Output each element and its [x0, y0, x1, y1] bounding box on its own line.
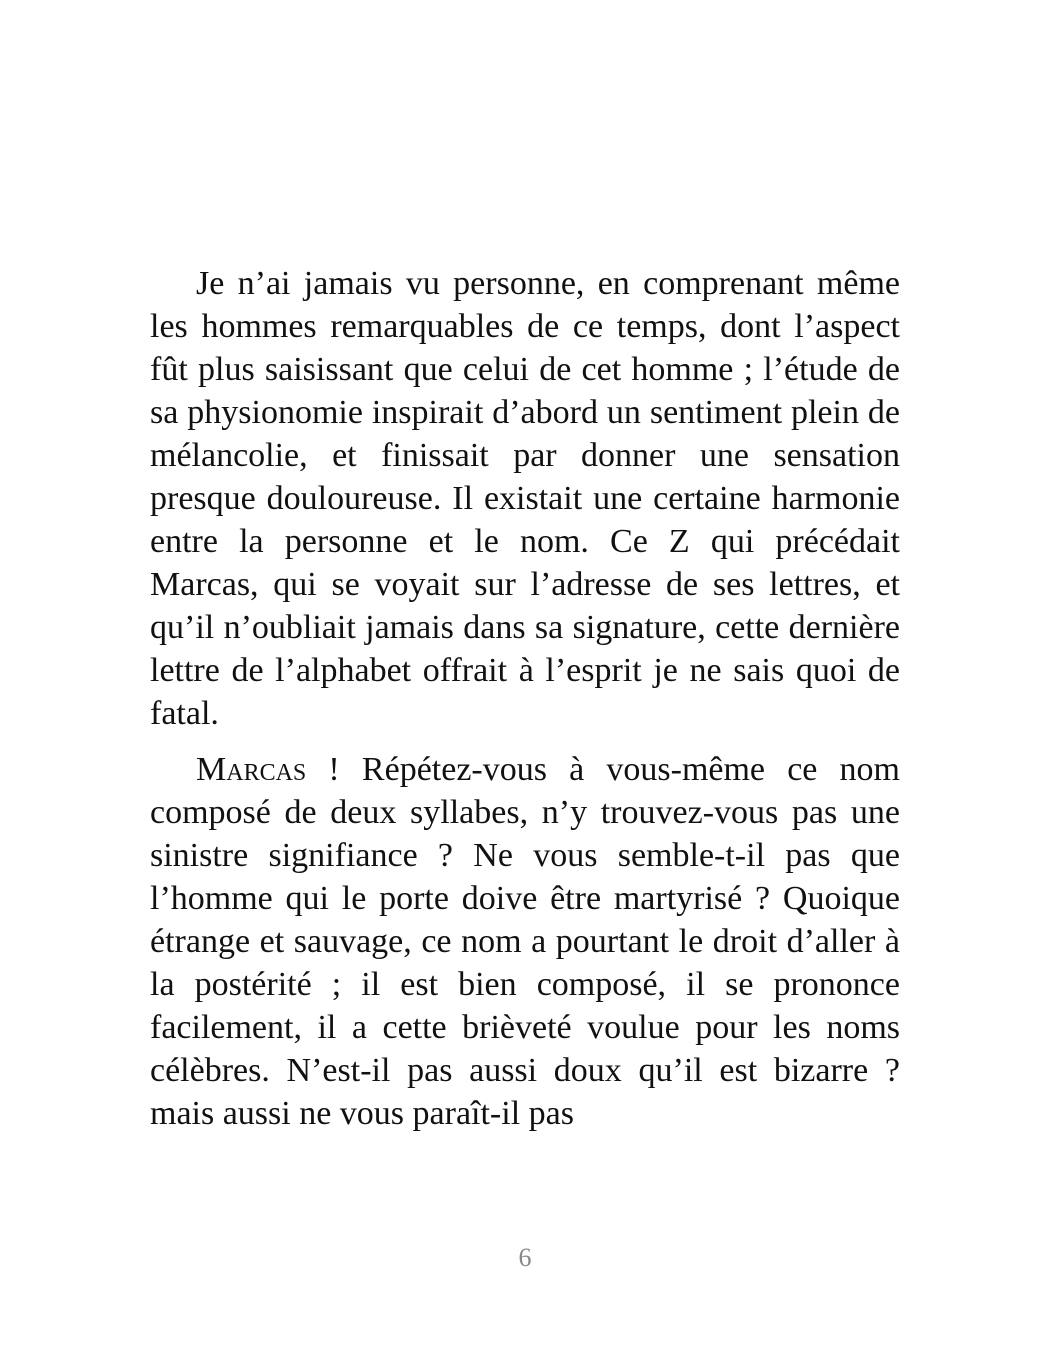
- paragraph-2-text: ! Répétez-vous à vous-même ce nom composé de deux syllabes, n’y trouvez-vous pas une sinistre signifiance ? Ne vous semble-t-il pas que l’homme qui le porte doive être martyrisé ? Quoique étrange et sauvage, ce nom a pourtant le droit d’aller à la postérité ; il est bien composé, il se prononce facilement, il a cette brièveté voulue pour les noms célèbres. N’est-il pas aussi doux qu’il est bizarre ? mais aussi ne vous paraît-il pas: [150, 751, 900, 1132]
- paragraph-2-lead-word: Marcas: [196, 751, 307, 788]
- body-text: [150, 262, 900, 1135]
- paragraph-2: [150, 748, 900, 1135]
- page-number: 6: [518, 1243, 532, 1272]
- paragraph-1: Je n’ai jamais vu personne, en comprenant même les hommes remarquables de ce temps, dont l’aspect fût plus saisissant que celui de cet homme ; l’étude de sa physionomie inspirait d’abord un sentiment plein de mélancolie, et finissait par donner une sensation presque douloureuse. Il existait une certaine harmonie entre la personne et le nom. Ce Z qui précédait Marcas, qui se voyait sur l’adresse de ses lettres, et qu’il n’oubliait jamais dans sa signature, cette dernière lettre de l’alphabet offrait à l’esprit je ne sais quoi de fatal.: [150, 265, 900, 732]
